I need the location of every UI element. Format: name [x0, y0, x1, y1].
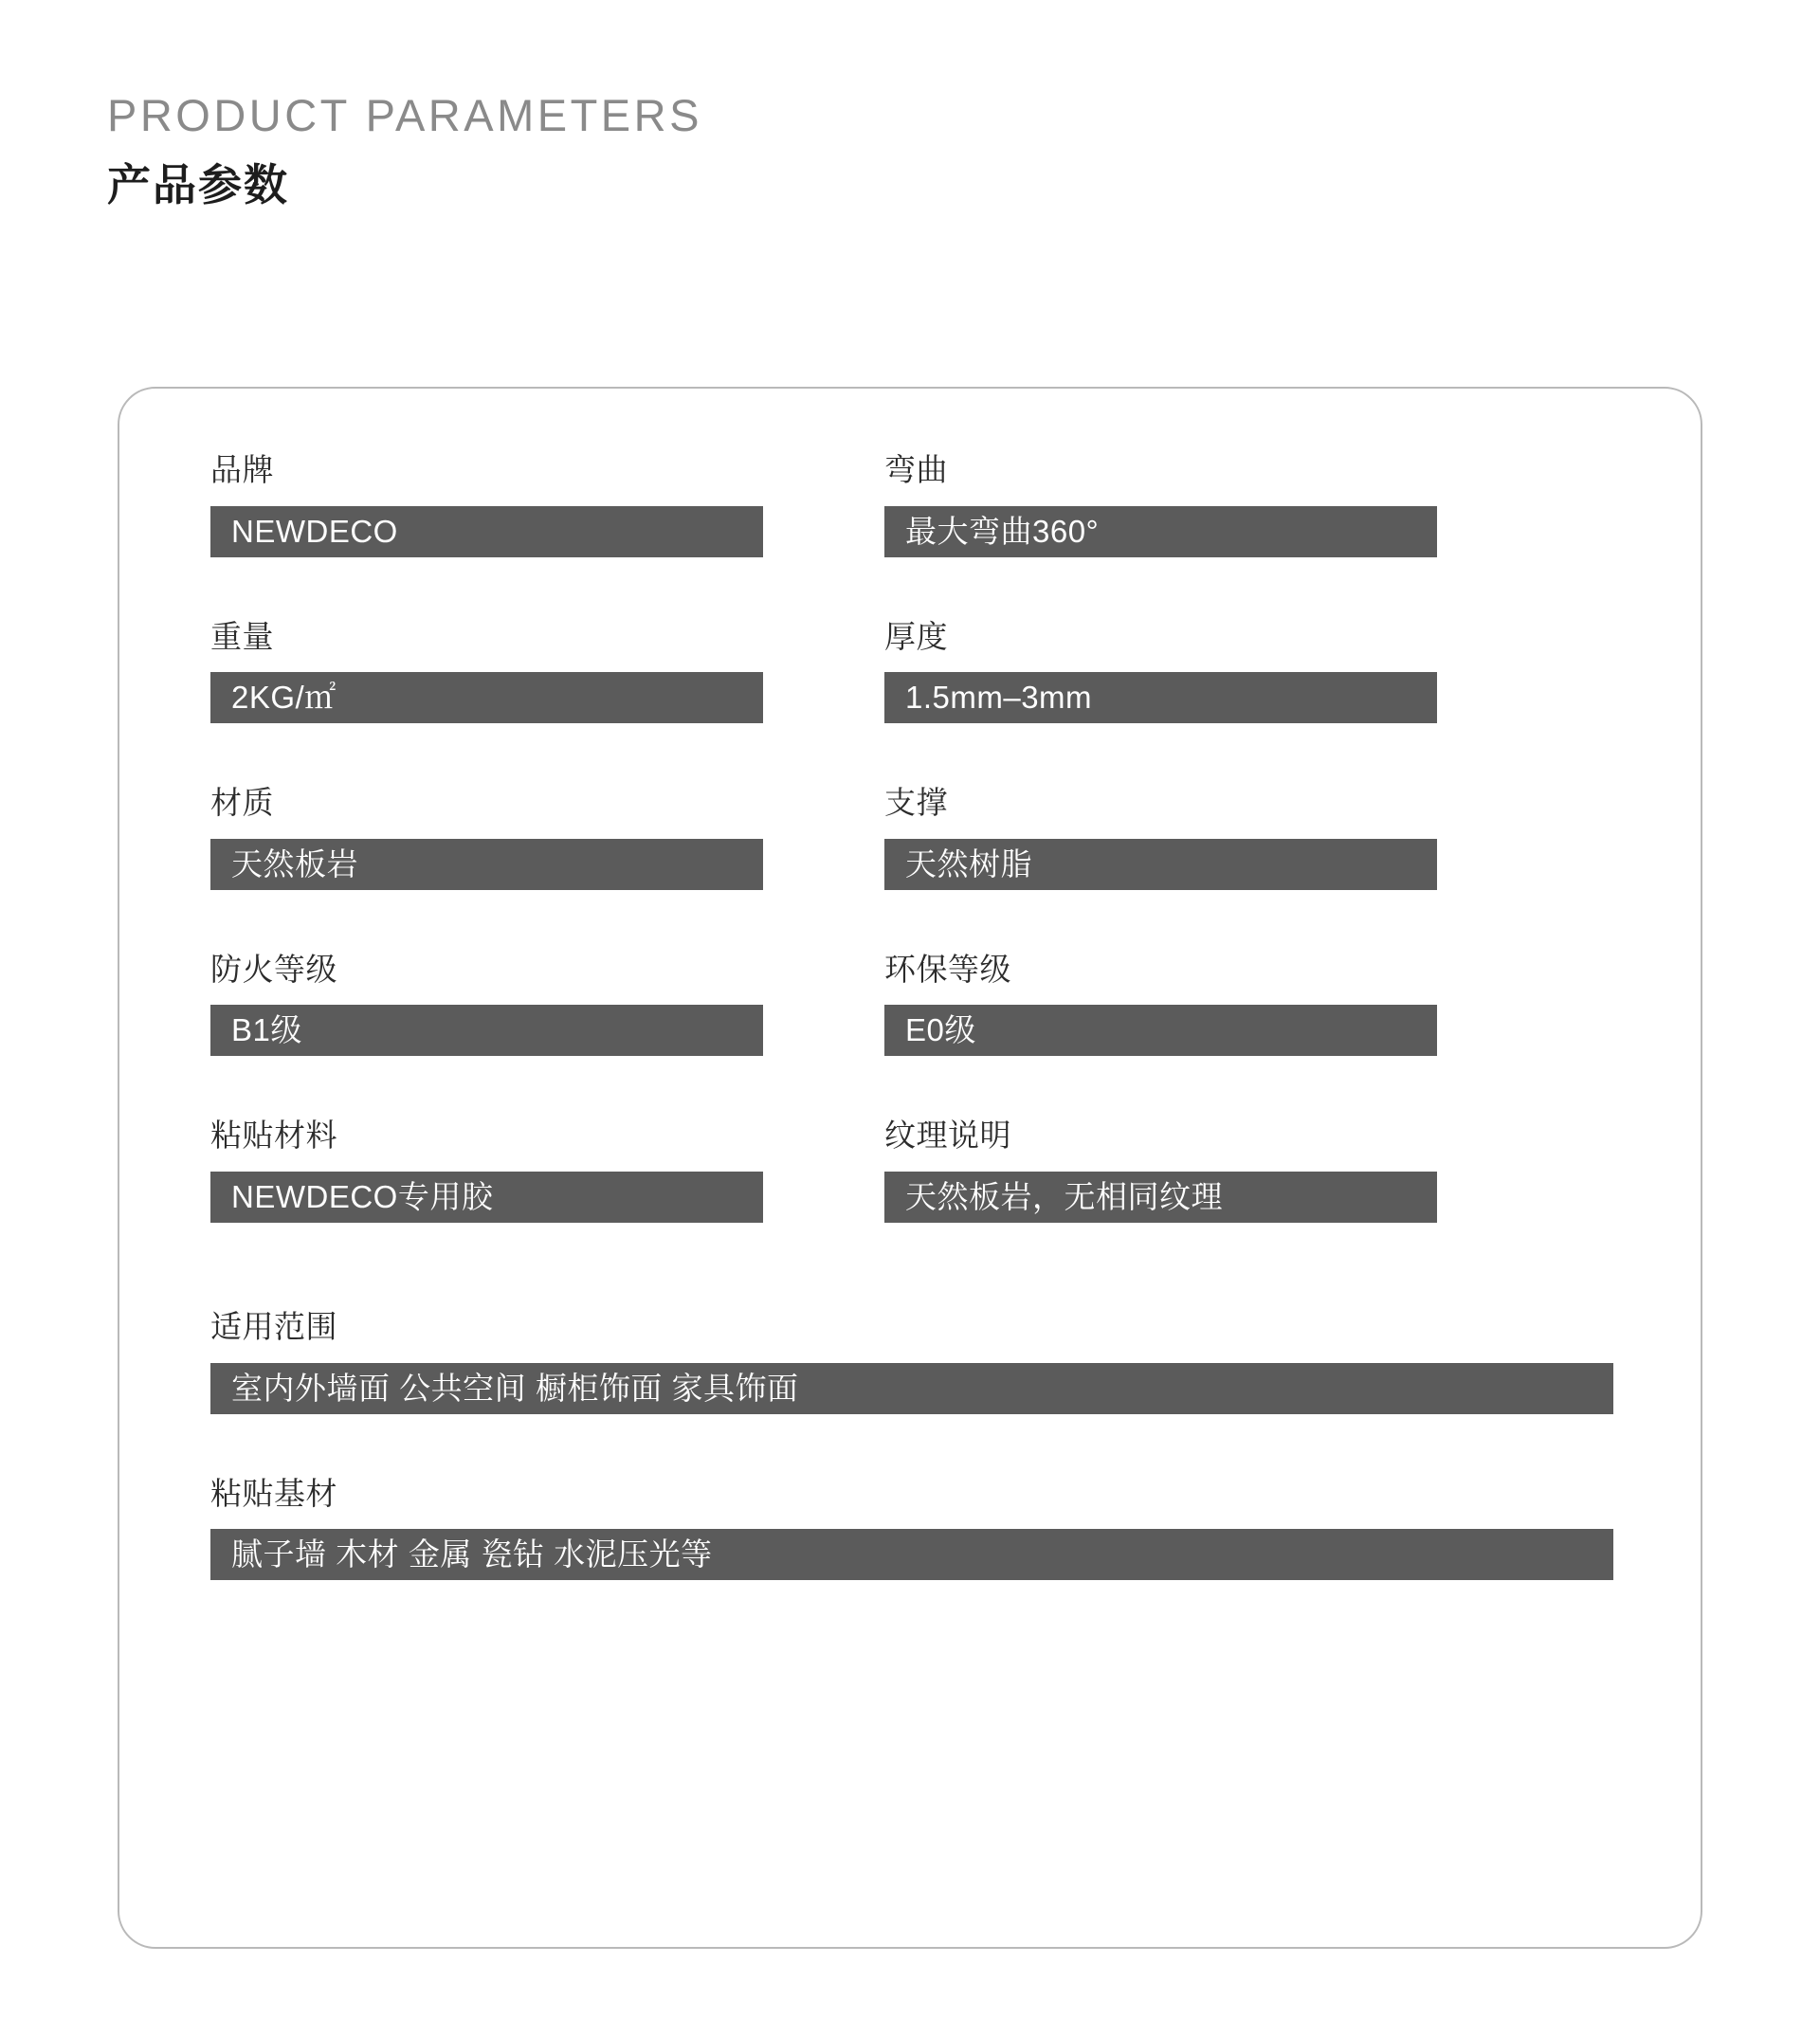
parameter-value: NEWDECO — [210, 506, 763, 557]
parameter-row — [210, 618, 1613, 724]
page-eyebrow: PRODUCT PARAMETERS — [107, 90, 702, 140]
parameter-bending — [884, 451, 1437, 557]
parameter-substrate — [210, 1475, 1613, 1581]
parameter-weight — [210, 618, 763, 724]
parameter-application-scope — [210, 1308, 1613, 1414]
parameter-label: 材质 — [210, 785, 274, 821]
parameter-label: 纹理说明 — [884, 1118, 1011, 1154]
parameter-value: 2KG/㎡ — [210, 672, 763, 723]
parameter-brand — [210, 451, 763, 557]
parameter-texture-note — [884, 1117, 1437, 1223]
parameter-value: E0级 — [884, 1005, 1437, 1056]
page-title: 产品参数 — [107, 159, 289, 209]
parameter-thickness — [884, 618, 1437, 724]
parameter-value: 室内外墙面 公共空间 橱柜饰面 家具饰面 — [210, 1363, 1613, 1414]
parameter-material — [210, 784, 763, 890]
parameter-row — [210, 1117, 1613, 1223]
parameter-value: 天然树脂 — [884, 839, 1437, 890]
parameter-label: 粘贴材料 — [210, 1118, 337, 1154]
parameter-eco-rating — [884, 951, 1437, 1057]
parameter-row — [210, 451, 1613, 557]
parameter-row — [210, 1475, 1613, 1581]
parameter-row — [210, 784, 1613, 890]
parameter-value: 天然板岩，无相同纹理 — [884, 1172, 1437, 1223]
parameter-value: NEWDECO专用胶 — [210, 1172, 763, 1223]
parameter-row — [210, 951, 1613, 1057]
parameter-value: 1.5mm–3mm — [884, 672, 1437, 723]
parameter-adhesive — [210, 1117, 763, 1223]
parameter-row — [210, 1308, 1613, 1414]
parameter-fire-rating — [210, 951, 763, 1057]
parameter-value: B1级 — [210, 1005, 763, 1056]
parameter-label: 支撑 — [884, 785, 948, 821]
parameters-grid — [210, 451, 1613, 1641]
parameter-label: 厚度 — [884, 618, 948, 654]
parameters-card — [118, 387, 1702, 1949]
parameter-label: 品牌 — [210, 452, 274, 487]
page-header — [107, 91, 702, 209]
parameter-label: 重量 — [210, 618, 274, 654]
parameter-label: 环保等级 — [884, 951, 1011, 987]
parameter-support — [884, 784, 1437, 890]
parameter-label: 粘贴基材 — [210, 1475, 337, 1511]
parameter-label: 适用范围 — [210, 1308, 337, 1344]
parameter-value: 最大弯曲360° — [884, 506, 1437, 557]
parameter-label: 防火等级 — [210, 951, 337, 987]
parameter-label: 弯曲 — [884, 452, 948, 487]
section-spacer — [210, 1283, 1613, 1308]
parameter-value: 腻子墙 木材 金属 瓷钻 水泥压光等 — [210, 1529, 1613, 1580]
parameter-value: 天然板岩 — [210, 839, 763, 890]
